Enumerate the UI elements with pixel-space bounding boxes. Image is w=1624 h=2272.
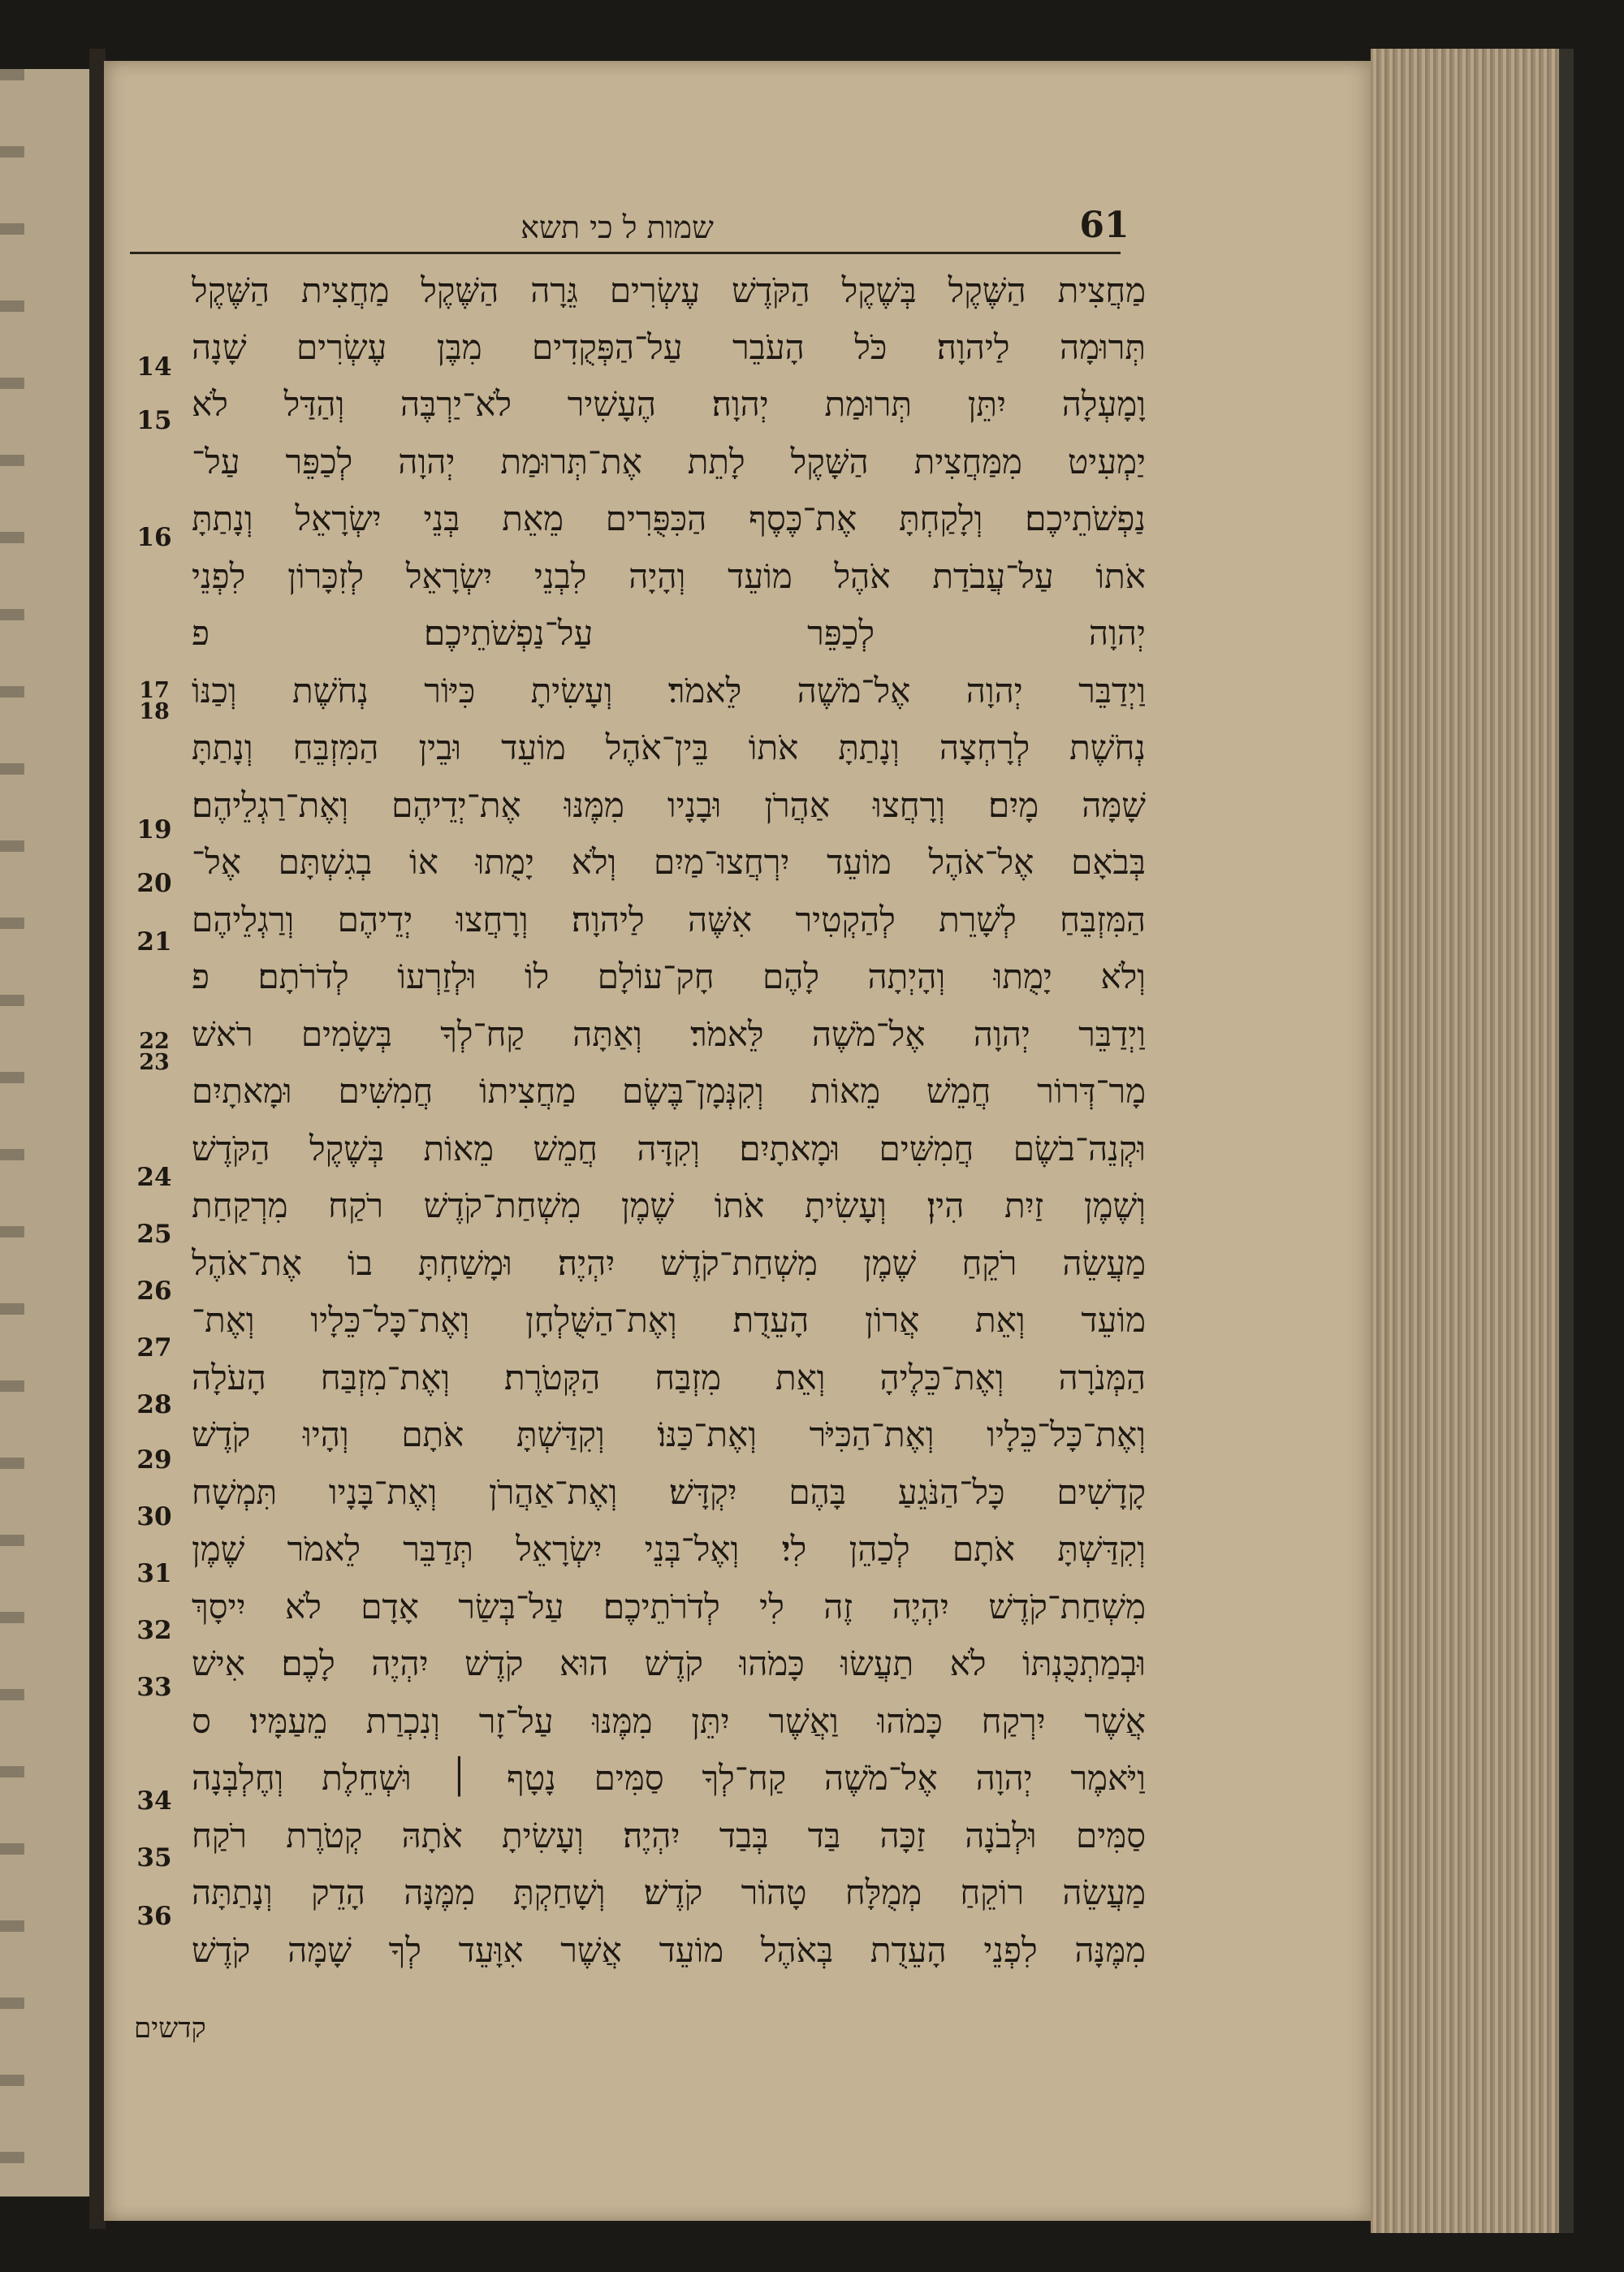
text-line: מַחֲצִית הַשֶּׁקֶל בְּשֶׁקֶל הַקֹּדֶשׁ עֶשְׂרִים גֵּרָה הַשֶּׁקֶל מַחֲצִית הַשֶּׁקֶל bbox=[192, 270, 1146, 310]
verse-number: 32 bbox=[136, 1616, 172, 1645]
left-page-print-marks bbox=[0, 69, 24, 2196]
verse-number: 15 bbox=[136, 406, 172, 435]
verse-number: 26 bbox=[136, 1276, 172, 1306]
verse-number: 31 bbox=[136, 1559, 172, 1588]
verse-number: 16 bbox=[136, 523, 172, 552]
text-line: וְקִדַּשְׁתָּ אֹתָם לְכַהֵן לִי׃ וְאֶל־בְּנֵי יִשְׂרָאֵל תְּדַבֵּר לֵאמֹר שֶׁמֶן bbox=[192, 1529, 1146, 1569]
verse-number: 21 bbox=[136, 927, 172, 957]
verse-number: 24 bbox=[136, 1163, 172, 1192]
text-line: סַמִּים וּלְבֹנָה זַכָּה בַּד בְּבַד יִהְיֶה׃ וְעָשִׂיתָ אֹתָהּ קְטֹרֶת רֹקַח bbox=[192, 1816, 1146, 1855]
text-line: וְאֶת־כָּל־כֵּלָיו וְאֶת־הַכִּיֹּר וְאֶת־כַּנּוֹ׃ וְקִדַּשְׁתָּ אֹתָם וְהָיוּ קֹדֶשׁ bbox=[192, 1415, 1146, 1454]
verse-number: 25 bbox=[136, 1220, 172, 1249]
page-number: 61 bbox=[1079, 205, 1129, 246]
text-line: הַמְּנֹרָה וְאֶת־כֵּלֶיהָ וְאֵת מִזְבַּח הַקְּטֹרֶת׃ וְאֶת־מִזְבַּח הָעֹלָה bbox=[192, 1358, 1146, 1397]
text-line: אֹתוֹ עַל־עֲבֹדַת אֹהֶל מוֹעֵד וְהָיָה לִבְנֵי יִשְׂרָאֵל לְזִכָּרוֹן לִפְנֵי bbox=[192, 556, 1146, 596]
text-line: תְּרוּמָה לַיהוָה׃ כֹּל הָעֹבֵר עַל־הַפְּקֻדִים מִבֶּן עֶשְׂרִים שָׁנָה bbox=[192, 327, 1146, 367]
verse-number: 20 bbox=[136, 869, 172, 898]
text-line: וָמָעְלָה יִתֵּן תְּרוּמַת יְהוָה׃ הֶעָשִׁיר לֹא־יַרְבֶּה וְהַדַּל לֹא bbox=[192, 384, 1146, 424]
text-line: וּבְמַתְכֻּנְתּוֹ לֹא תַעֲשׂוּ כָּמֹהוּ קֹדֶשׁ הוּא קֹדֶשׁ יִהְיֶה לָכֶם׃ אִישׁ bbox=[192, 1644, 1146, 1683]
text-line: מָר־דְּרוֹר חֲמֵשׁ מֵאוֹת וְקִנְּמָן־בֶּשֶׂם מַחֲצִיתוֹ חֲמִשִּׁים וּמָאתָיִם bbox=[192, 1071, 1146, 1111]
text-line: נַפְשֹׁתֵיכֶם׃ וְלָקַחְתָּ אֶת־כֶּסֶף הַכִּפֻּרִים מֵאֵת בְּנֵי יִשְׂרָאֵל וְנָתַתָּ bbox=[192, 499, 1146, 538]
running-head: שמות ל כי תשא bbox=[520, 209, 714, 245]
verse-number: 35 bbox=[136, 1843, 172, 1872]
text-line: יַמְעִיט מִמַּחֲצִית הַשָּׁקֶל לָתֵת אֶת־תְּרוּמַת יְהוָה לְכַפֵּר עַל־ bbox=[192, 442, 1146, 482]
catchword: קדשים bbox=[134, 2012, 206, 2045]
text-line: נְחֹשֶׁת לְרָחְצָה וְנָתַתָּ אֹתוֹ בֵּין־אֹהֶל מוֹעֵד וּבֵין הַמִּזְבֵּחַ וְנָתַתָּ bbox=[192, 728, 1146, 767]
text-line: וַיֹּאמֶר יְהוָה אֶל־מֹשֶׁה קַח־לְךָ סַמִּים נָטָף ׀ וּשְׁחֵלֶת וְחֶלְבְּנָה bbox=[192, 1758, 1146, 1798]
text-line: שָׁמָּה מָיִם׃ וְרָחֲצוּ אַהֲרֹן וּבָנָיו מִמֶּנּוּ אֶת־יְדֵיהֶם וְאֶת־רַגְלֵיהֶם׃ bbox=[192, 785, 1146, 825]
text-line: מוֹעֵד וְאֵת אֲרוֹן הָעֵדֻת׃ וְאֶת־הַשֻּׁלְחָן וְאֶת־כָּל־כֵּלָיו וְאֶת־ bbox=[192, 1300, 1146, 1340]
text-line: וַיְדַבֵּר יְהוָה אֶל־מֹשֶׁה לֵּאמֹר׃ וְעָשִׂיתָ כִּיּוֹר נְחֹשֶׁת וְכַנּוֹ bbox=[192, 671, 1146, 711]
text-line: וְשֶׁמֶן זַיִת הִין׃ וְעָשִׂיתָ אֹתוֹ שֶׁמֶן מִשְׁחַת־קֹדֶשׁ רֹקַח מִרְקַחַת bbox=[192, 1186, 1146, 1225]
verse-number: 28 bbox=[136, 1390, 172, 1419]
verse-number: 14 bbox=[136, 352, 172, 382]
text-line: אֲשֶׁר יִרְקַח כָּמֹהוּ וַאֲשֶׁר יִתֵּן מִמֶּנּוּ עַל־זָר וְנִכְרַת מֵעַמָּיו׃ ס bbox=[192, 1701, 1146, 1741]
verse-number: 17 bbox=[139, 678, 170, 703]
verse-number-stack bbox=[122, 1031, 187, 1080]
text-line: וּקְנֵה־בֹשֶׂם חֲמִשִּׁים וּמָאתָיִם׃ וְקִדָּה חֲמֵשׁ מֵאוֹת בְּשֶׁקֶל הַקֹּדֶשׁ bbox=[192, 1129, 1146, 1168]
hebrew-text-block bbox=[192, 264, 1146, 2000]
verse-number: 27 bbox=[136, 1333, 172, 1363]
verse-number: 29 bbox=[136, 1445, 172, 1475]
text-line: הַמִּזְבֵּחַ לְשָׁרֵת לְהַקְטִיר אִשֶּׁה לַיהוָה׃ וְרָחֲצוּ יְדֵיהֶם וְרַגְלֵיהֶם bbox=[192, 900, 1146, 939]
left-page-edge bbox=[0, 69, 89, 2196]
text-line: מִשְׁחַת־קֹדֶשׁ יִהְיֶה זֶה לִי לְדֹרֹתֵיכֶם׃ עַל־בְּשַׂר אָדָם לֹא יִיסָךְ bbox=[192, 1587, 1146, 1626]
text-line: מִמֶּנָּה לִפְנֵי הָעֵדֻת בְּאֹהֶל מוֹעֵד אֲשֶׁר אִוָּעֵד לְךָ שָׁמָּה קֹדֶשׁ bbox=[192, 1930, 1146, 1970]
verse-number: 36 bbox=[136, 1902, 172, 1931]
text-line: בְּבֹאָם אֶל־אֹהֶל מוֹעֵד יִרְחֲצוּ־מַיִם וְלֹא יָמֻתוּ אוֹ בְגִשְׁתָּם אֶל־ bbox=[192, 842, 1146, 882]
verse-number: 30 bbox=[136, 1502, 172, 1531]
text-line: וְלֹא יָמֻתוּ וְהָיְתָה לָהֶם חָק־עוֹלָם לוֹ וּלְזַרְעוֹ לְדֹרֹתָם׃ פ bbox=[192, 957, 1146, 996]
header-rule bbox=[130, 252, 1121, 254]
text-line: מַעֲשֵׂה רוֹקֵחַ מְמֻלָּח טָהוֹר קֹדֶשׁ׃ וְשָׁחַקְתָּ מִמֶּנָּה הָדֵק וְנָתַתָּה bbox=[192, 1872, 1146, 1912]
text-line: יְהוָה לְכַפֵּר עַל־נַפְשֹׁתֵיכֶם׃ פ bbox=[192, 613, 1146, 653]
verse-number: 34 bbox=[136, 1786, 172, 1816]
text-line: מַעֲשֵׂה רֹקֵחַ שֶׁמֶן מִשְׁחַת־קֹדֶשׁ יִהְיֶה׃ וּמָשַׁחְתָּ בוֹ אֶת־אֹהֶל bbox=[192, 1243, 1146, 1283]
verse-number: 19 bbox=[136, 815, 172, 844]
book-gutter bbox=[89, 49, 106, 2229]
verse-number: 23 bbox=[139, 1050, 170, 1075]
page-edges bbox=[1371, 49, 1574, 2233]
verse-number: 33 bbox=[136, 1673, 172, 1702]
verse-number: 22 bbox=[139, 1029, 170, 1054]
text-line: קָדָשִׁים כָּל־הַנֹּגֵעַ בָּהֶם יִקְדָּשׁ׃ וְאֶת־אַהֲרֹן וְאֶת־בָּנָיו תִּמְשָׁח bbox=[192, 1472, 1146, 1512]
text-line: וַיְדַבֵּר יְהוָה אֶל־מֹשֶׁה לֵּאמֹר׃ וְאַתָּה קַח־לְךָ בְּשָׂמִים רֹאשׁ bbox=[192, 1014, 1146, 1054]
verse-number: 18 bbox=[139, 699, 170, 724]
verse-number-stack bbox=[122, 680, 187, 729]
